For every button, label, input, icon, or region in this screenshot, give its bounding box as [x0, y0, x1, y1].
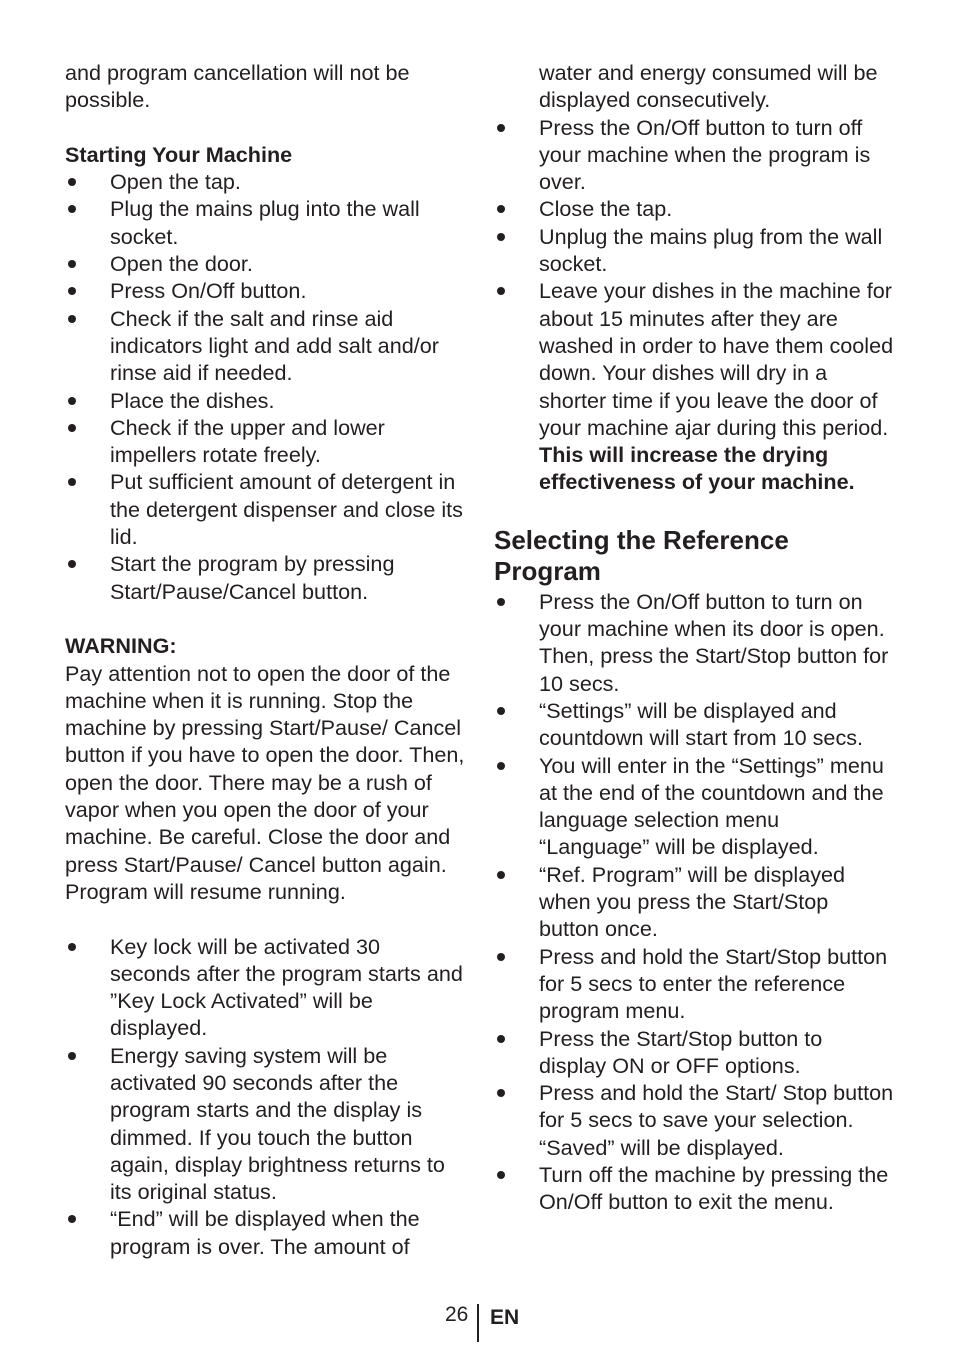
list-item: Place the dishes.: [65, 387, 465, 414]
info-list: [65, 933, 465, 1261]
page-number: 26: [445, 1303, 469, 1326]
starting-heading: Starting Your Machine: [65, 141, 293, 167]
continuation-text: water and energy consumed will be displayed consecutively.: [539, 60, 878, 113]
list-item: Check if the salt and rinse aid indicators light and add salt and/or rinse aid if needed.: [65, 305, 465, 387]
starting-list: [65, 168, 465, 605]
right-column: [494, 59, 894, 1216]
list-item: Press the Start/Stop button to display ON or OFF options.: [494, 1025, 894, 1080]
warning-text: Pay attention not to open the door of the machine when it is running. Stop the machine by pressing Start/Pause/ Cancel button if you have to open the door. Then, open the door. There may be a rush of vapor when you open the door of your machine. Be careful. Close the door and press Start/Pause/ Cancel button again. Program will resume running.: [65, 660, 465, 904]
list-item: Press the On/Off button to turn off your machine when the program is over.: [494, 114, 894, 196]
language-label: EN: [490, 1306, 520, 1329]
footer-divider: [477, 1304, 479, 1342]
drying-bold-text: This will increase the drying effectiveness of your machine.: [539, 442, 855, 495]
list-item: “Settings” will be displayed and countdown will start from 10 secs.: [494, 697, 894, 752]
list-item: Plug the mains plug into the wall socket.: [65, 195, 465, 250]
list-item: Unplug the mains plug from the wall socket.: [494, 223, 894, 278]
list-item: Start the program by pressing Start/Pause/Cancel button.: [65, 550, 465, 605]
list-item: Energy saving system will be activated 90 seconds after the program starts and the display is dimmed. If you touch the button again, display brightness returns to its original status.: [65, 1042, 465, 1206]
list-item: Key lock will be activated 30 seconds after the program starts and ”Key Lock Activated” will be displayed.: [65, 933, 465, 1042]
list-item: Press On/Off button.: [65, 277, 465, 304]
reference-heading: Selecting the Reference Program: [494, 524, 789, 587]
list-item: Press and hold the Start/Stop button for 5 secs to enter the reference program menu.: [494, 943, 894, 1025]
list-item: Press and hold the Start/ Stop button for 5 secs to save your selection. “Saved” will be displayed.: [494, 1079, 894, 1161]
left-column: [65, 59, 465, 1260]
list-item: Open the door.: [65, 250, 465, 277]
list-item: Press the On/Off button to turn on your machine when its door is open. Then, press the Start/Stop button for 10 secs.: [494, 588, 894, 697]
warning-label: WARNING:: [65, 633, 177, 659]
reference-list: [494, 588, 894, 1216]
list-item: “End” will be displayed when the program is over. The amount of: [65, 1205, 465, 1260]
list-item: Open the tap.: [65, 168, 465, 195]
after-program-list: [494, 114, 894, 496]
list-item: Put sufficient amount of detergent in the detergent dispenser and close its lid.: [65, 468, 465, 550]
list-item: Turn off the machine by pressing the On/Off button to exit the menu.: [494, 1161, 894, 1216]
list-item: “Ref. Program” will be displayed when you press the Start/Stop button once.: [494, 861, 894, 943]
list-item: Check if the upper and lower impellers rotate freely.: [65, 414, 465, 469]
list-item: [494, 277, 894, 495]
intro-text: and program cancellation will not be possible.: [65, 60, 410, 113]
list-item: Close the tap.: [494, 195, 894, 222]
list-item: You will enter in the “Settings” menu at the end of the countdown and the language selection menu “Language” will be displayed.: [494, 752, 894, 861]
drying-text: Leave your dishes in the machine for about 15 minutes after they are washed in order to have them cooled down. Your dishes will dry in a shorter time if you leave the door of your machine ajar during this period.: [539, 278, 894, 440]
